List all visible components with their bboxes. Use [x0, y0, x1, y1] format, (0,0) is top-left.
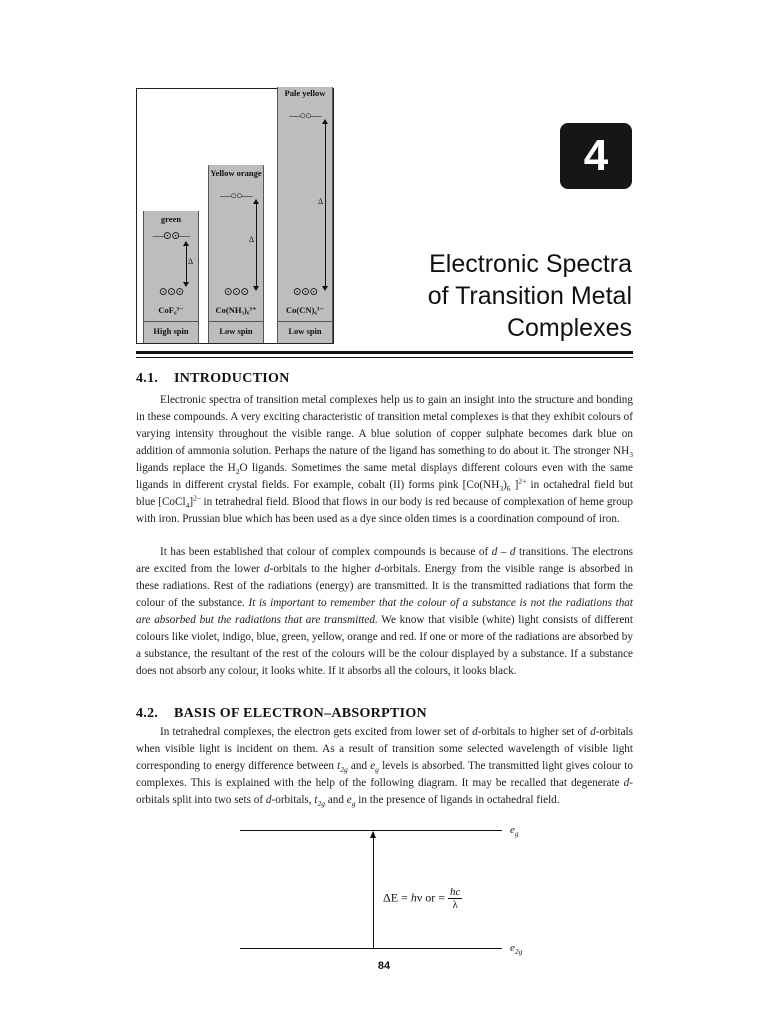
- spin-label: Low spin: [219, 326, 253, 336]
- energy-equation: ΔE = hν or = $\frac{hc}{\lambda}$: [383, 886, 461, 911]
- t2g-level-line: [240, 948, 502, 949]
- spin-label: High spin: [153, 326, 189, 336]
- section-number: 4.1.: [136, 371, 159, 386]
- complex-formula: Co(CN)₆³⁻: [286, 305, 324, 315]
- color-label: Pale yellow: [284, 88, 326, 98]
- page-number: 84: [377, 960, 391, 972]
- intro-paragraph-1: Electronic spectra of transition metal complexes help us to gain an insight into the structure and bonding in these compounds. A very exciting characteristic of transition metal complexes is that they exhibit colours of varying intensity throughout the visible range. A blue solution of copper sulphate becomes dark blue on addition of ammonia solution. Perhaps the nature of the ligand has something to do about it. The stronger $NH_3$ ligands replace the $H_2O$ ligands. Sometimes the same metal displays different colours even with the same ligands in different crystal fields. For example, cobalt (II) forms pink [$Co(NH_3)_6$ ]$^{2+}$ in octahedral field but blue [CoCl$_4$]$^{2-}$ in tetrahedral field. Blood that flows in our body is red because of complexation of heme group with iron. Prussian blue which has been used as a dye since olden times is a coordination compound of iron.: [136, 394, 633, 525]
- delta-arrow: [186, 245, 187, 283]
- t2g-orbitals: ⊙⊙⊙: [223, 286, 249, 298]
- delta-symbol: Δ: [249, 235, 255, 244]
- delta-symbol: Δ: [318, 197, 324, 206]
- chapter-title-line3: Complexes: [506, 314, 632, 342]
- chapter-title: [428, 248, 632, 344]
- crystal-field-figure: [136, 88, 334, 344]
- excitation-arrow: [373, 832, 374, 949]
- t2g-label: $e_{2g}$: [510, 942, 523, 957]
- figure-column-cocn6: [277, 87, 333, 343]
- energy-level-diagram: [240, 822, 540, 962]
- divider: [209, 321, 263, 322]
- header-rule-thin: [136, 357, 633, 358]
- basis-paragraph-1: In tetrahedral complexes, the electron gets excited from lower set of d-orbitals to higher set of d-orbitals when visible light is incident on them. As a result of transition some selected wavelength of visible light corresponding to energy difference between $t_{2g}$ and $e_g$ levels is absorbed. The transmitted light gives colour to complexes. This is explained with the help of the following diagram. It may be recalled that degenerate d-orbitals split into two sets of d-orbitals, $t_{2g}$ and $e_g$ in the presence of ligands in octahedral field.: [136, 726, 634, 809]
- spin-label: Low spin: [288, 326, 322, 336]
- delta-arrow: [325, 123, 326, 287]
- delta-symbol: Δ: [188, 257, 194, 266]
- divider: [144, 321, 198, 322]
- hc-over-lambda: $\frac{hc}{\lambda}$: [450, 886, 461, 911]
- complex-formula: Co(NH₃)₆³⁺: [215, 305, 257, 315]
- section-heading-intro: [136, 371, 290, 387]
- color-label: green: [160, 214, 182, 224]
- complex-formula: CoF₆³⁻: [158, 305, 184, 315]
- eg-orbitals: —○○—: [220, 190, 252, 202]
- divider: [278, 321, 332, 322]
- chapter-title-line1: Electronic Spectra: [429, 250, 632, 278]
- eg-orbitals: —⊙⊙—: [152, 230, 190, 242]
- section-number: 4.2.: [136, 706, 159, 721]
- eg-orbitals: —○○—: [289, 110, 321, 122]
- header-rule-thick: [136, 351, 633, 354]
- section-heading-basis: [136, 706, 427, 722]
- color-label: Yellow orange: [210, 168, 262, 178]
- delta-arrow: [256, 203, 257, 287]
- intro-paragraph-2: It has been established that colour of complex compounds is because of d – d transitions. The electrons are excited from the lower d-orbitals to the higher d-orbitals. Energy from the visible range is absorbed in these radiations. Rest of the radiations (energy) are transmitted. It is the transmitted radiations that form the colour of the substance. It is important to remember that the colour of a substance is not the radiations that are absorbed but the radiations that are transmitted. We know that visible (white) light consists of different colours like violet, indigo, blue, green, yellow, orange and red. If one or more of the radiations are absorbed by a substance, the resultant of the rest of the colours will be the colour displayed by a substance. If a substance does not absorb any colour, it looks white. If it absorbs all the colours, it looks black.: [136, 546, 634, 677]
- figure-column-conh3: [208, 165, 264, 343]
- chapter-title-line2: of Transition Metal: [427, 282, 632, 310]
- section-title: INTRODUCTION: [174, 371, 290, 386]
- t2g-orbitals: ⊙⊙⊙: [158, 286, 184, 298]
- section-title: BASIS OF ELECTRON–ABSORPTION: [174, 706, 427, 721]
- eg-label: $e_g$: [510, 824, 519, 839]
- figure-column-cof6: [143, 211, 199, 343]
- t2g-orbitals: ⊙⊙⊙: [292, 286, 318, 298]
- chapter-number: 4: [560, 123, 632, 189]
